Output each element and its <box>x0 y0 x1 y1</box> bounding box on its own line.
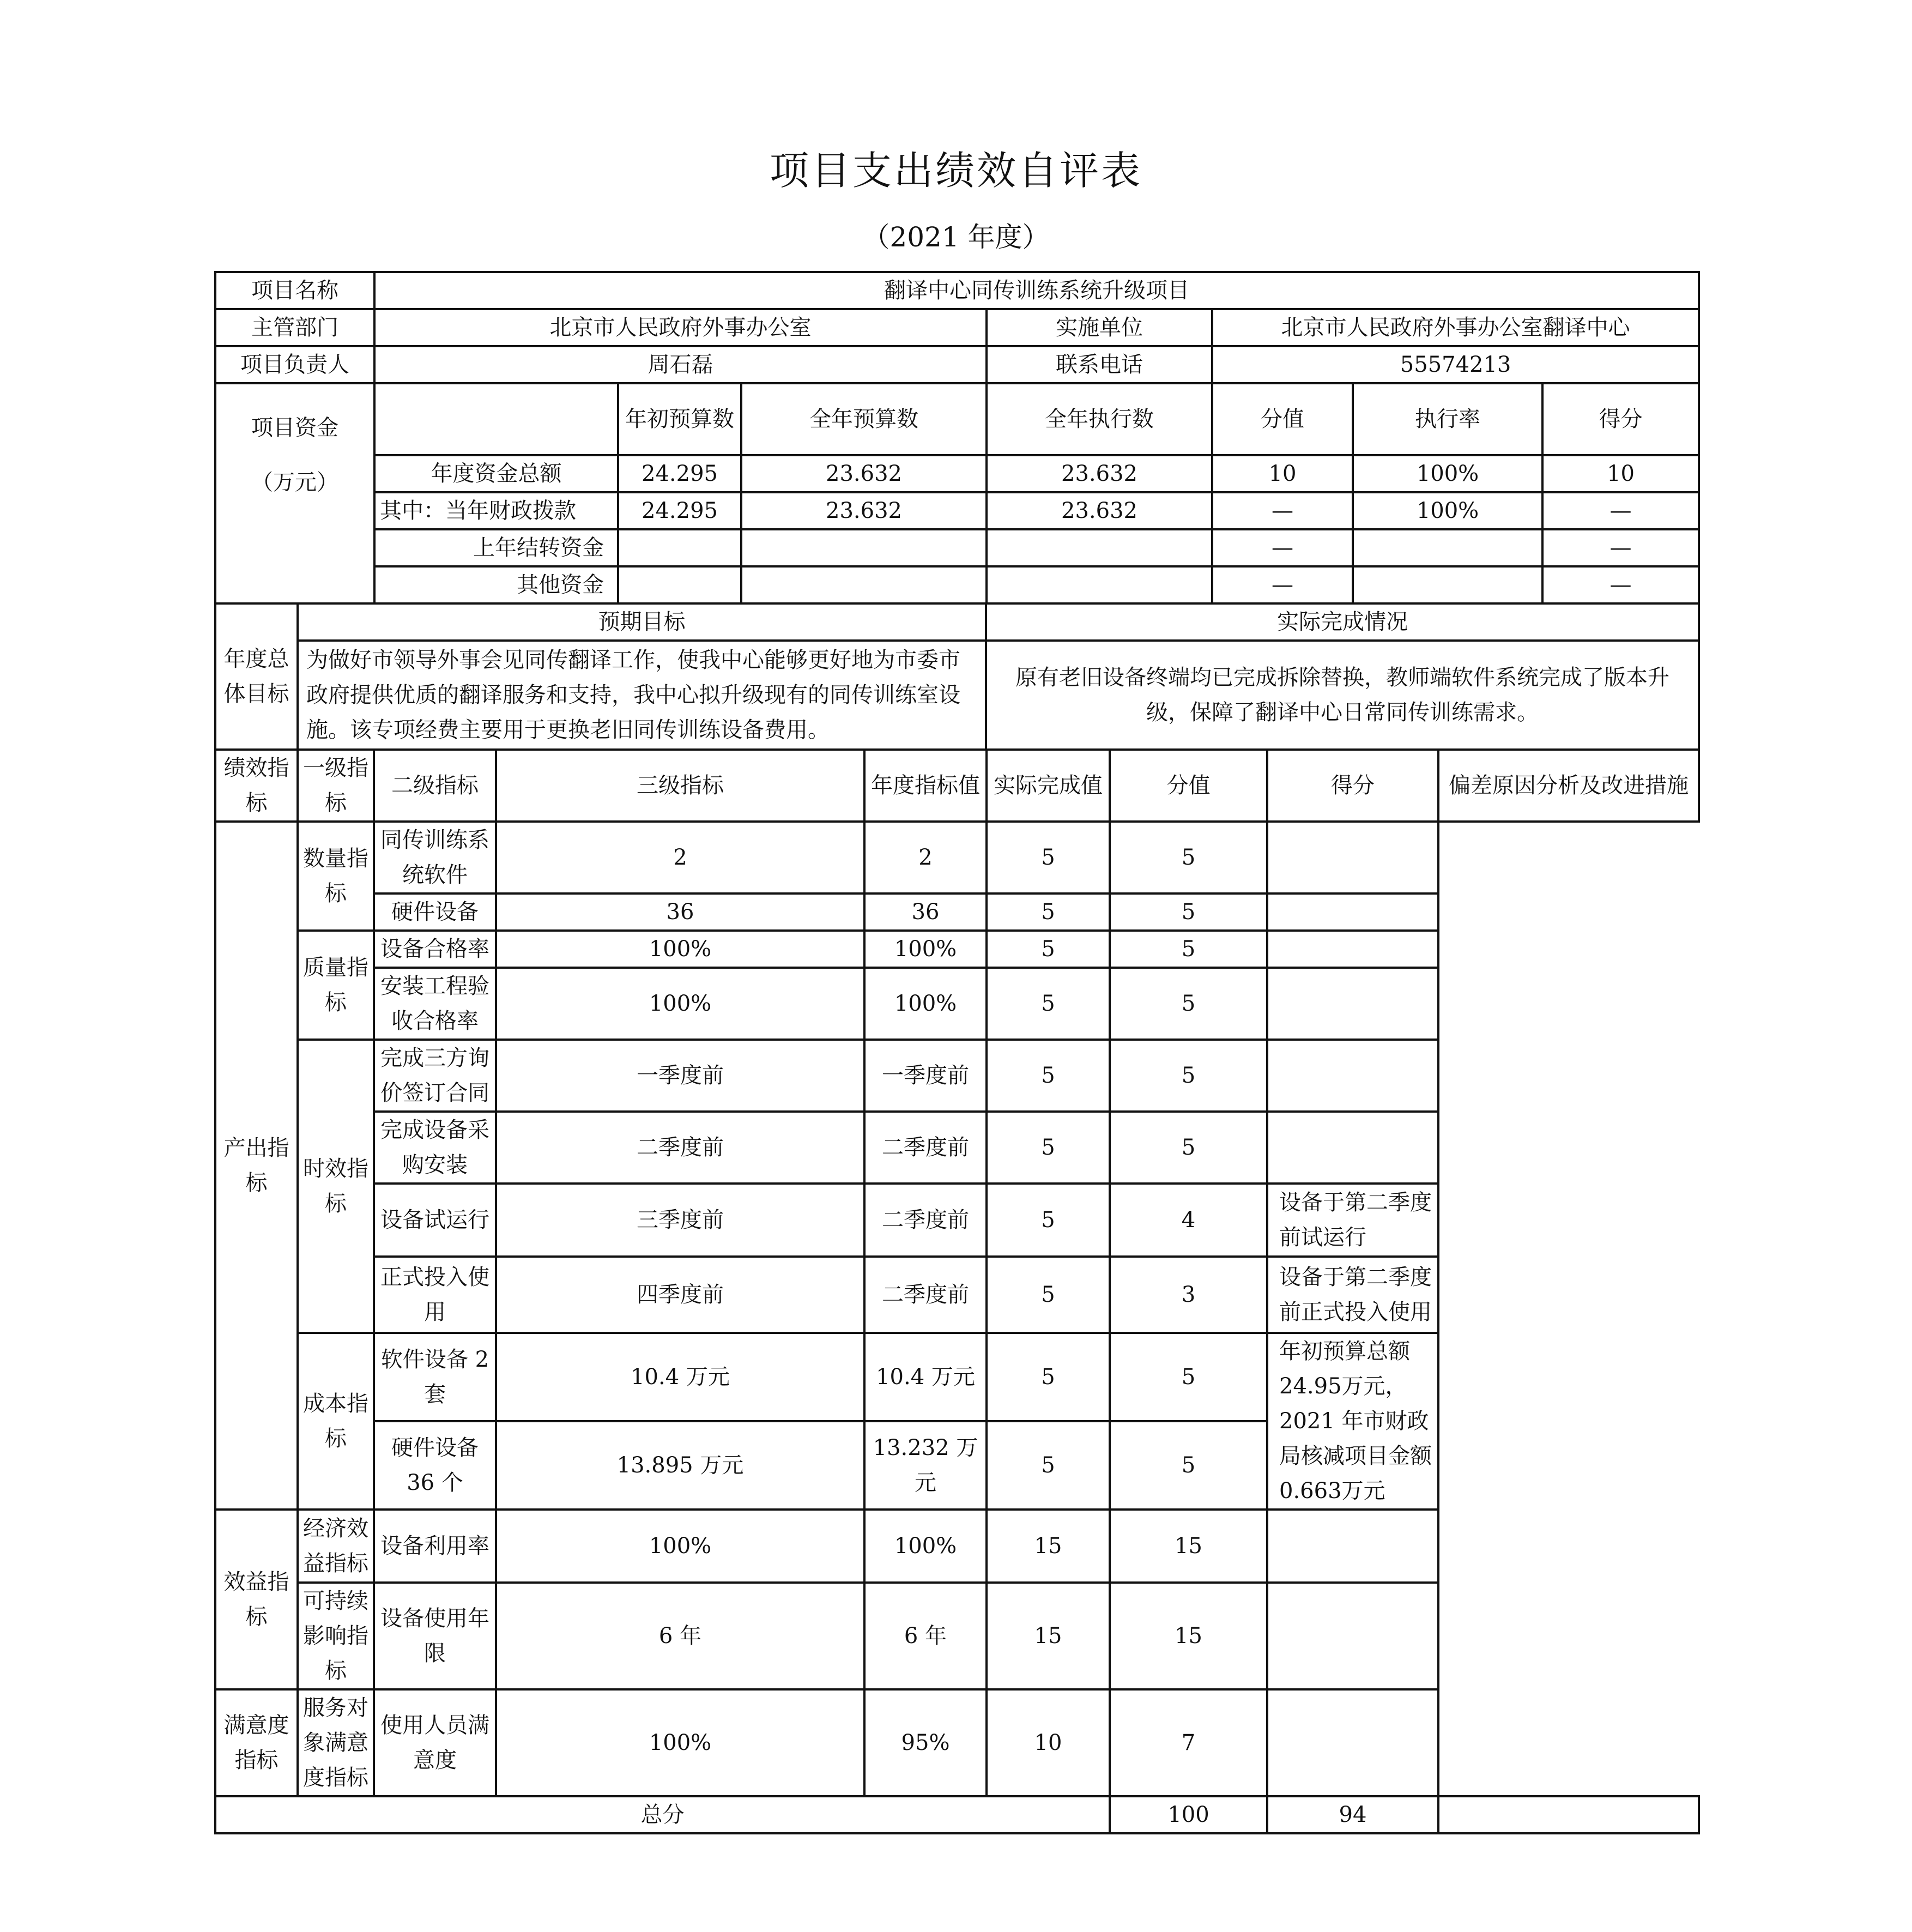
score: 15 <box>1110 1583 1267 1689</box>
fund-value <box>741 529 987 566</box>
level3-indicator: 设备利用率 <box>374 1510 496 1583</box>
level3-indicator: 完成设备采购安装 <box>374 1112 496 1184</box>
total-max: 100 <box>1110 1796 1267 1833</box>
table-row <box>215 492 1699 529</box>
score-max: 5 <box>987 1112 1110 1184</box>
header-cell: 实际完成值 <box>987 750 1110 822</box>
fund-value: 24.295 <box>618 492 741 529</box>
impl-unit: 北京市人民政府外事办公室翻译中心 <box>1212 309 1699 346</box>
fund-value: — <box>1542 492 1699 529</box>
level3-indicator: 使用人员满意度 <box>374 1689 496 1796</box>
table-row <box>215 603 1699 641</box>
fund-value: 100% <box>1353 455 1542 492</box>
deviation-note: 设备于第二季度前正式投入使用 <box>1267 1257 1438 1333</box>
actual-value: 10.4 万元 <box>864 1333 987 1421</box>
header-cell: 执行率 <box>1353 383 1542 455</box>
fund-value <box>741 566 987 603</box>
deviation-note <box>1267 1040 1438 1112</box>
label-cell: 项目名称 <box>215 272 374 309</box>
target-value: 四季度前 <box>496 1257 864 1333</box>
fund-value: — <box>1212 566 1353 603</box>
fund-value: 100% <box>1353 492 1542 529</box>
perf-label: 绩效指标 <box>215 750 298 822</box>
level3-indicator: 正式投入使用 <box>374 1257 496 1333</box>
header-cell: 年初预算数 <box>618 383 741 455</box>
table-row <box>215 566 1699 603</box>
deviation-note <box>1267 822 1438 893</box>
score-max: 5 <box>987 1333 1110 1421</box>
level1-indicator: 满意度指标 <box>215 1689 298 1796</box>
table-row <box>215 346 1699 383</box>
deviation-note <box>1267 1583 1438 1689</box>
deviation-note <box>1267 968 1438 1040</box>
deviation-note <box>1267 1112 1438 1184</box>
table-row <box>215 529 1699 566</box>
total-row <box>215 1796 1699 1833</box>
deviation-note: 设备于第二季度前试运行 <box>1267 1184 1438 1257</box>
header-cell: 得分 <box>1267 750 1438 822</box>
deviation-note <box>1267 1510 1438 1583</box>
actual-value: 二季度前 <box>864 1184 987 1257</box>
table-row <box>215 1421 1699 1510</box>
actual-completion: 原有老旧设备终端均已完成拆除替换，教师端软件系统完成了版本升级，保障了翻译中心日常同传训练需求。 <box>986 641 1699 750</box>
dept: 北京市人民政府外事办公室 <box>374 309 987 346</box>
target-value: 一季度前 <box>496 1040 864 1112</box>
funds-unit: （万元） <box>251 470 338 495</box>
target-value: 36 <box>496 893 864 931</box>
fund-value: 23.632 <box>741 455 987 492</box>
level3-indicator: 安装工程验收合格率 <box>374 968 496 1040</box>
score: 5 <box>1110 968 1267 1040</box>
table-row <box>215 272 1699 309</box>
header-cell: 全年执行数 <box>987 383 1212 455</box>
header-cell: 偏差原因分析及改进措施 <box>1438 750 1699 822</box>
score: 3 <box>1110 1257 1267 1333</box>
expected-goal: 为做好市领导外事会见同传翻译工作，使我中心能够更好地为市委市政府提供优质的翻译服务和支持，我中心拟升级现有的同传训练室设施。该专项经费主要用于更换老旧同传训练设备费用。 <box>298 641 986 750</box>
performance-table <box>214 748 1700 1834</box>
score-max: 5 <box>987 931 1110 968</box>
level2-indicator: 数量指标 <box>298 822 374 931</box>
table-row <box>215 1333 1699 1421</box>
fund-row-name: 其中：当年财政拨款 <box>374 492 618 529</box>
level3-indicator: 完成三方询价签订合同 <box>374 1040 496 1112</box>
score-max: 5 <box>987 893 1110 931</box>
deviation-note <box>1267 1689 1438 1796</box>
actual-value: 100% <box>864 1510 987 1583</box>
table-row <box>215 1184 1699 1257</box>
actual-value: 一季度前 <box>864 1040 987 1112</box>
table-row <box>215 750 1699 822</box>
score-max: 10 <box>987 1689 1110 1796</box>
header-cell: 三级指标 <box>496 750 864 822</box>
level2-indicator: 经济效益指标 <box>298 1510 374 1583</box>
table-row <box>215 383 1699 455</box>
deviation-note <box>1267 931 1438 968</box>
actual-value: 100% <box>864 968 987 1040</box>
fund-value: — <box>1212 529 1353 566</box>
level2-indicator: 时效指标 <box>298 1040 374 1333</box>
level3-indicator: 设备试运行 <box>374 1184 496 1257</box>
table-row <box>215 1510 1699 1583</box>
target-value: 13.895 万元 <box>496 1421 864 1510</box>
header-cell: 分值 <box>1110 750 1267 822</box>
level2-indicator: 可持续影响指标 <box>298 1583 374 1689</box>
level2-indicator: 成本指标 <box>298 1333 374 1510</box>
level2-indicator: 服务对象满意度指标 <box>298 1689 374 1796</box>
target-value: 10.4 万元 <box>496 1333 864 1421</box>
total-label: 总分 <box>215 1796 1110 1833</box>
header-cell: 分值 <box>1212 383 1353 455</box>
header-cell: 得分 <box>1542 383 1699 455</box>
table-row <box>215 1257 1699 1333</box>
table-row <box>215 641 1699 750</box>
level1-indicator: 效益指标 <box>215 1510 298 1689</box>
fund-value: 24.295 <box>618 455 741 492</box>
label-cell: 主管部门 <box>215 309 374 346</box>
evaluation-form <box>214 271 1698 1834</box>
score-max: 5 <box>987 1184 1110 1257</box>
header-cell: 年度指标值 <box>864 750 987 822</box>
actual-value: 2 <box>864 822 987 893</box>
table-row <box>215 1583 1699 1689</box>
deviation-note: 年初预算总额24.95万元，2021 年市财政局核减项目金额0.663万元 <box>1267 1333 1438 1510</box>
target-value: 二季度前 <box>496 1112 864 1184</box>
page-title: 项目支出绩效自评表 <box>769 148 1142 194</box>
fund-row-name: 其他资金 <box>374 566 618 603</box>
level1-indicator: 产出指标 <box>215 822 298 1510</box>
score-max: 15 <box>987 1510 1110 1583</box>
header-cell: 一级指标 <box>298 750 374 822</box>
fund-value: 23.632 <box>987 455 1212 492</box>
actual-value: 二季度前 <box>864 1257 987 1333</box>
level3-indicator: 同传训练系统软件 <box>374 822 496 893</box>
score: 5 <box>1110 822 1267 893</box>
project-name: 翻译中心同传训练系统升级项目 <box>374 272 1699 309</box>
header-cell: 二级指标 <box>374 750 496 822</box>
score-max: 5 <box>987 822 1110 893</box>
fund-value: 23.632 <box>987 492 1212 529</box>
fund-value <box>987 566 1212 603</box>
deviation-note <box>1267 893 1438 931</box>
level3-indicator: 软件设备 2 套 <box>374 1333 496 1421</box>
score-max: 5 <box>987 1040 1110 1112</box>
score-max: 5 <box>987 968 1110 1040</box>
total-score: 94 <box>1267 1796 1438 1833</box>
table-row <box>215 455 1699 492</box>
fund-value <box>618 566 741 603</box>
table-row <box>215 968 1699 1040</box>
fund-value: 23.632 <box>741 492 987 529</box>
phone: 55574213 <box>1212 346 1699 383</box>
table-row <box>215 822 1699 893</box>
goals-table <box>214 602 1700 751</box>
target-value: 三季度前 <box>496 1184 864 1257</box>
score-max: 15 <box>987 1583 1110 1689</box>
level3-indicator: 设备使用年限 <box>374 1583 496 1689</box>
actual-value: 二季度前 <box>864 1112 987 1184</box>
table-row <box>215 931 1699 968</box>
score: 15 <box>1110 1510 1267 1583</box>
score: 5 <box>1110 1333 1267 1421</box>
score-max: 5 <box>987 1257 1110 1333</box>
target-value: 100% <box>496 1689 864 1796</box>
label-cell: 联系电话 <box>987 346 1212 383</box>
funds-label: 项目资金 <box>251 415 338 440</box>
empty-cell <box>374 383 618 455</box>
fund-value <box>618 529 741 566</box>
info-funds-table <box>214 271 1700 605</box>
fund-value: — <box>1542 566 1699 603</box>
score: 4 <box>1110 1184 1267 1257</box>
actual-value: 95% <box>864 1689 987 1796</box>
label-cell: 实施单位 <box>987 309 1212 346</box>
fund-row-name: 年度资金总额 <box>374 455 618 492</box>
score: 5 <box>1110 1421 1267 1510</box>
actual-value: 6 年 <box>864 1583 987 1689</box>
actual-value: 13.232 万元 <box>864 1421 987 1510</box>
target-value: 6 年 <box>496 1583 864 1689</box>
score-max: 5 <box>987 1421 1110 1510</box>
table-row <box>215 893 1699 931</box>
fund-value: — <box>1542 529 1699 566</box>
level3-indicator: 硬件设备 36 个 <box>374 1421 496 1510</box>
table-row <box>215 1112 1699 1184</box>
funds-label-cell <box>215 383 374 603</box>
target-value: 100% <box>496 1510 864 1583</box>
total-note <box>1438 1796 1699 1833</box>
table-row <box>215 1040 1699 1112</box>
actual-label: 实际完成情况 <box>986 603 1699 641</box>
level3-indicator: 硬件设备 <box>374 893 496 931</box>
score: 5 <box>1110 1040 1267 1112</box>
fund-value: — <box>1212 492 1353 529</box>
fund-value: 10 <box>1212 455 1353 492</box>
score: 5 <box>1110 931 1267 968</box>
fund-value <box>987 529 1212 566</box>
goals-label: 年度总体目标 <box>215 603 298 750</box>
expected-label: 预期目标 <box>298 603 986 641</box>
fund-row-name: 上年结转资金 <box>374 529 618 566</box>
target-value: 100% <box>496 931 864 968</box>
table-row <box>215 309 1699 346</box>
actual-value: 36 <box>864 893 987 931</box>
level3-indicator: 设备合格率 <box>374 931 496 968</box>
score: 5 <box>1110 1112 1267 1184</box>
fund-value <box>1353 529 1542 566</box>
target-value: 100% <box>496 968 864 1040</box>
target-value: 2 <box>496 822 864 893</box>
header-cell: 全年预算数 <box>741 383 987 455</box>
leader: 周石磊 <box>374 346 987 383</box>
actual-value: 100% <box>864 931 987 968</box>
table-row <box>215 1689 1699 1796</box>
score: 7 <box>1110 1689 1267 1796</box>
score: 5 <box>1110 893 1267 931</box>
level2-indicator: 质量指标 <box>298 931 374 1040</box>
fund-value: 10 <box>1542 455 1699 492</box>
fund-value <box>1353 566 1542 603</box>
label-cell: 项目负责人 <box>215 346 374 383</box>
page-subtitle: （2021 年度） <box>862 221 1050 253</box>
